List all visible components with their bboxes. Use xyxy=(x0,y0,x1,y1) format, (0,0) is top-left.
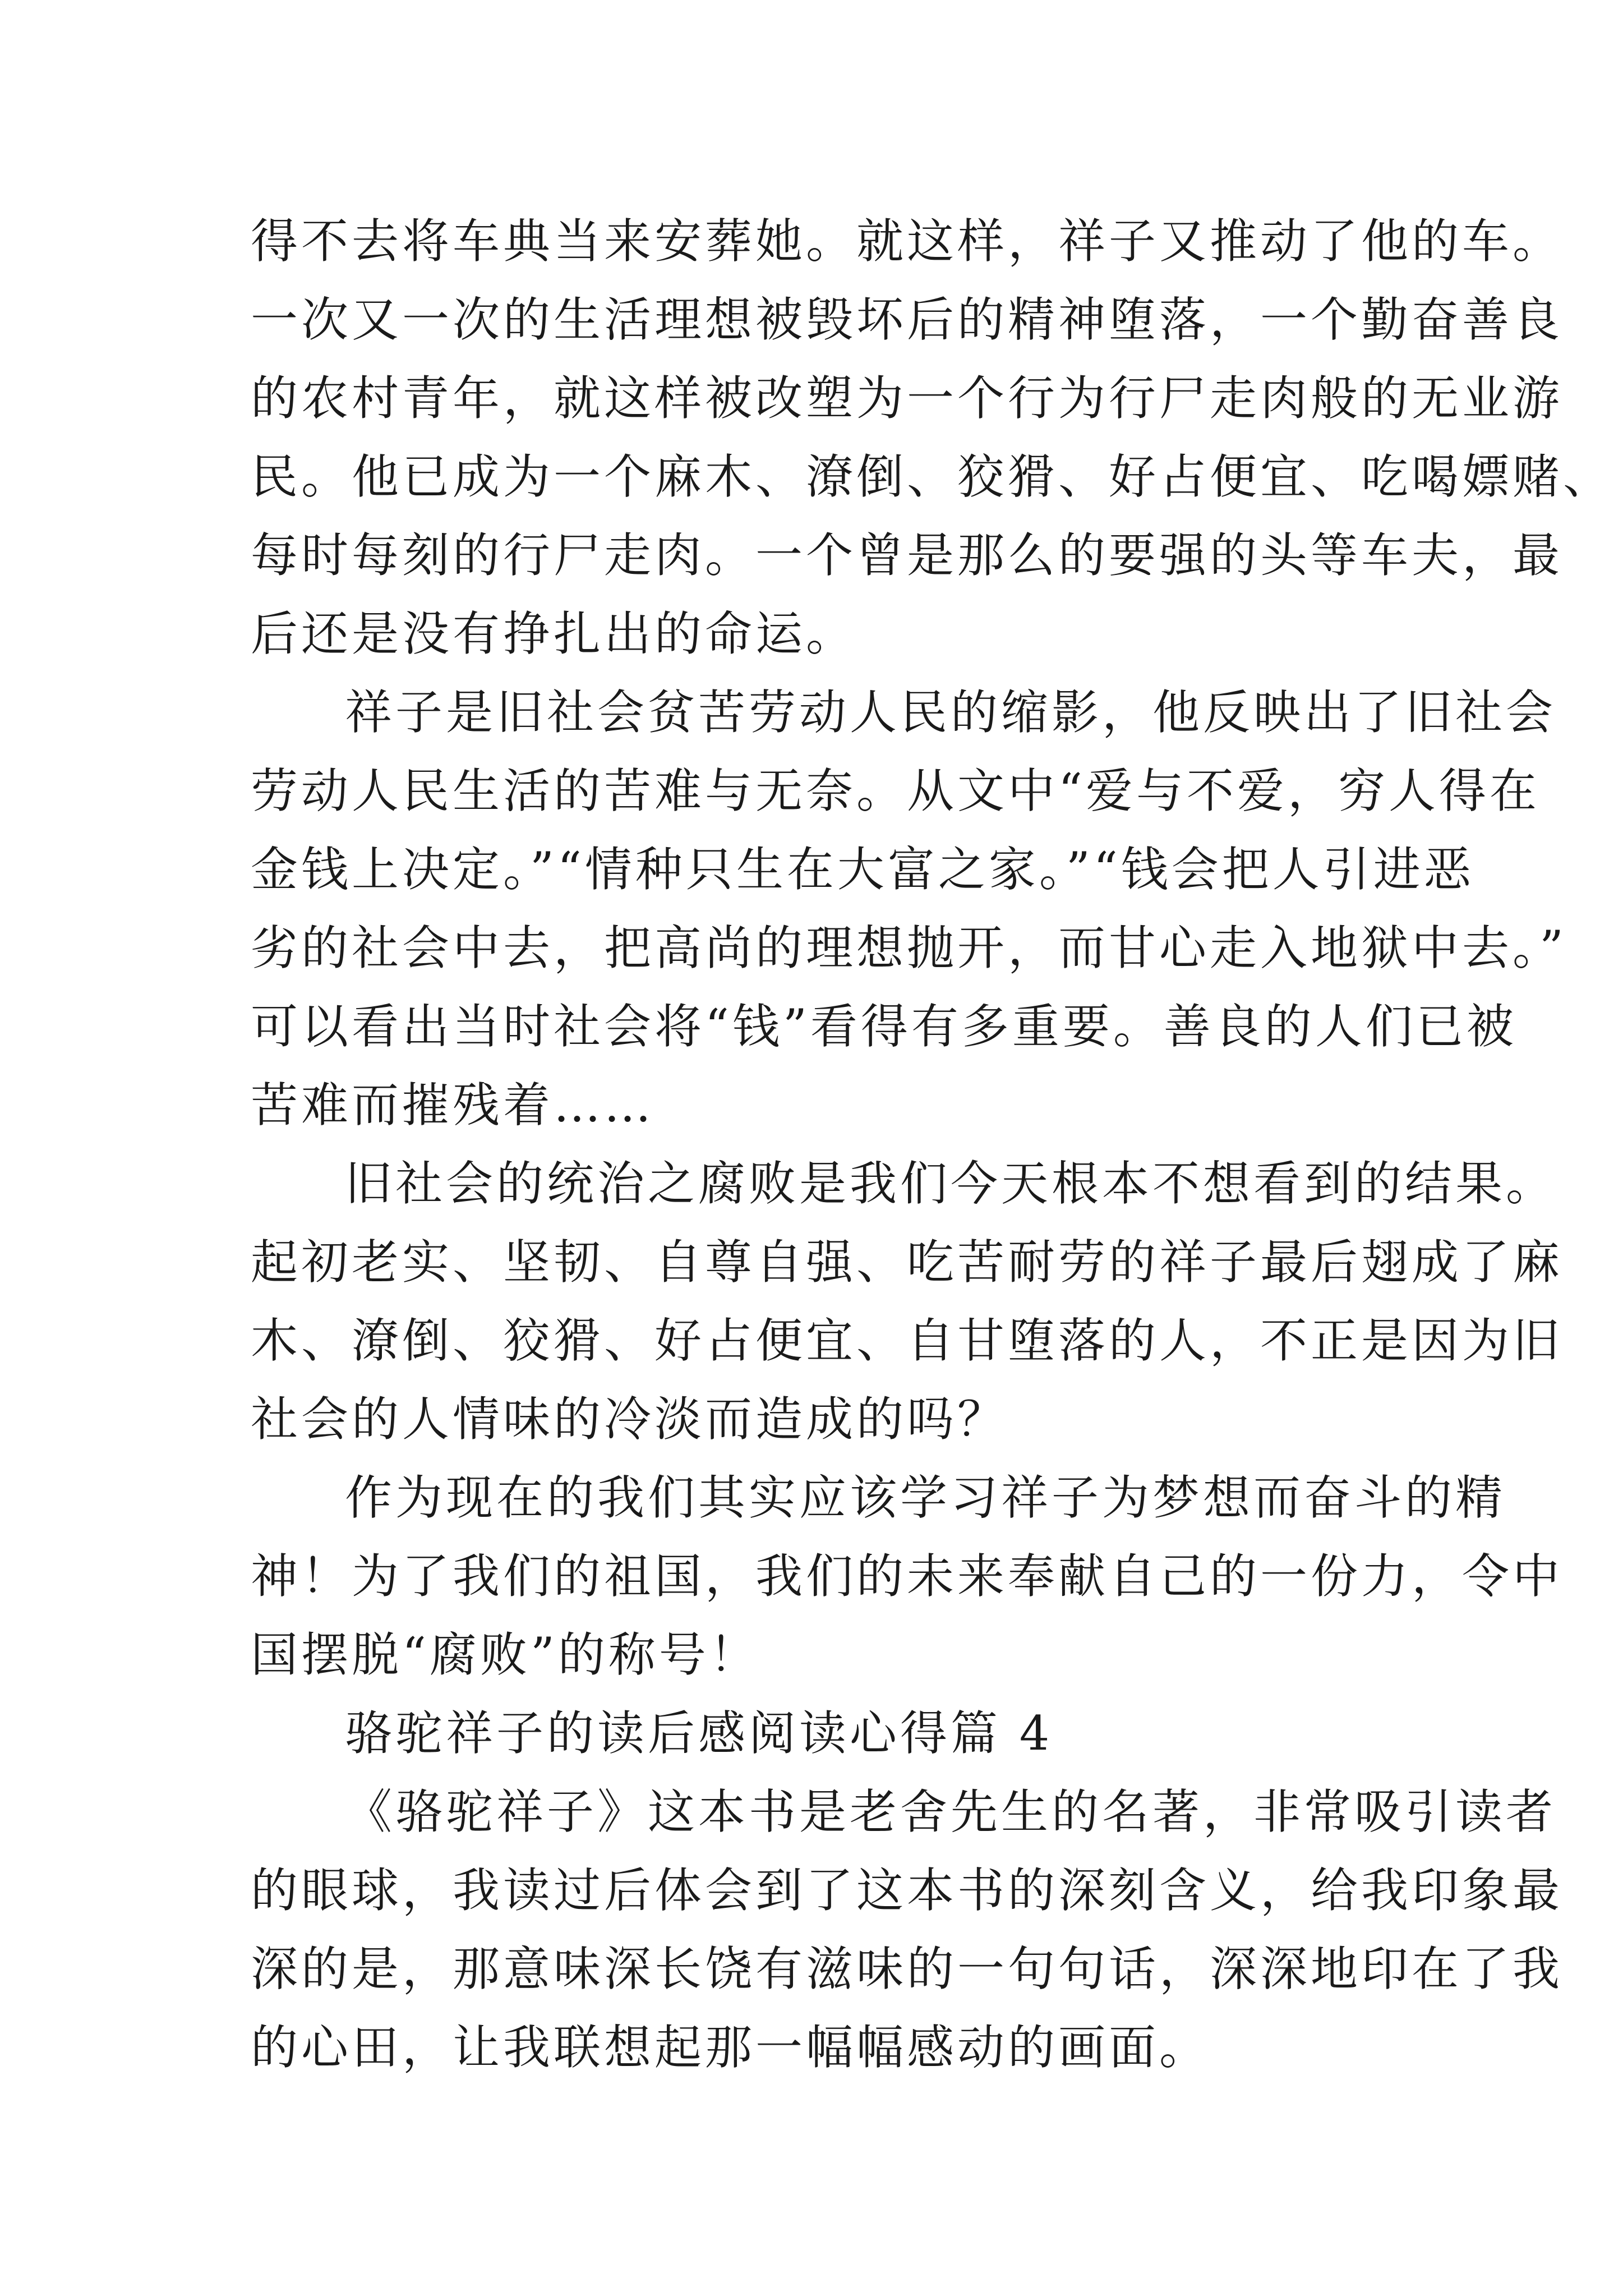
text-line: 神！为了我们的祖国，我们的未来奉献自己的一份力，令中 xyxy=(251,1549,1564,1604)
text-line: 木、潦倒、狡猾、好占便宜、自甘堕落的人，不正是因为旧 xyxy=(251,1313,1564,1368)
text-line: 国摆脱“腐败”的称号！ xyxy=(251,1627,760,1682)
text-line: 旧社会的统治之腐败是我们今天根本不想看到的结果。 xyxy=(345,1156,1557,1211)
text-line: 的心田，让我联想起那一幅幅感动的画面。 xyxy=(251,2020,1210,2075)
paragraph-5 xyxy=(251,1773,1564,2087)
section-heading: 骆驼祥子的读后感阅读心得篇 4 xyxy=(345,1706,1053,1761)
text-line: 起初老实、坚韧、自尊自强、吃苦耐劳的祥子最后翅成了麻 xyxy=(251,1235,1564,1290)
text-line: 每时每刻的行尸走肉。一个曾是那么的要强的头等车夫，最 xyxy=(251,528,1564,583)
document-body xyxy=(251,202,1614,2087)
text-line: 深的是，那意味深长饶有滋味的一句句话，深深地印在了我 xyxy=(251,1941,1564,1996)
text-line: 得不去将车典当来安葬她。就这样，祥子又推动了他的车。 xyxy=(251,214,1564,269)
text-line: 《骆驼祥子》这本书是老舍先生的名著，非常吸引读者 xyxy=(345,1784,1557,1839)
text-line: 后还是没有挣扎出的命运。 xyxy=(251,606,857,661)
paragraph-4 xyxy=(251,1458,1564,1694)
text-line: 苦难而摧残着…… xyxy=(251,1078,655,1133)
paragraph-2 xyxy=(251,673,1567,1144)
text-line: 一次又一次的生活理想被毁坏后的精神堕落，一个勤奋善良 xyxy=(251,292,1564,347)
paragraph-1 xyxy=(251,202,1614,673)
text-line: 金钱上决定。”“情种只生在大富之家。”“钱会把人引进恶 xyxy=(251,842,1474,897)
text-line: 社会的人情味的冷淡而造成的吗？ xyxy=(251,1392,1008,1447)
text-line: 劳动人民生活的苦难与无奈。从文中“爱与不爱，穷人得在 xyxy=(251,763,1540,818)
text-line: 的农村青年，就这样被改塑为一个行为行尸走肉般的无业游 xyxy=(251,371,1564,426)
text-line: 劣的社会中去，把高尚的理想抛开，而甘心走入地狱中去。” xyxy=(251,921,1567,976)
text-line: 可以看出当时社会将“钱”看得有多重要。善良的人们已被 xyxy=(251,999,1517,1054)
text-line: 的眼球，我读过后体会到了这本书的深刻含义，给我印象最 xyxy=(251,1863,1564,1918)
text-line: 作为现在的我们其实应该学习祥子为梦想而奋斗的精 xyxy=(345,1470,1506,1525)
text-line: 民。他已成为一个麻木、潦倒、狡猾、好占便宜、吃喝嫖赌、 xyxy=(251,449,1614,504)
text-line: 祥子是旧社会贫苦劳动人民的缩影，他反映出了旧社会 xyxy=(345,685,1557,740)
paragraph-3 xyxy=(251,1144,1564,1458)
